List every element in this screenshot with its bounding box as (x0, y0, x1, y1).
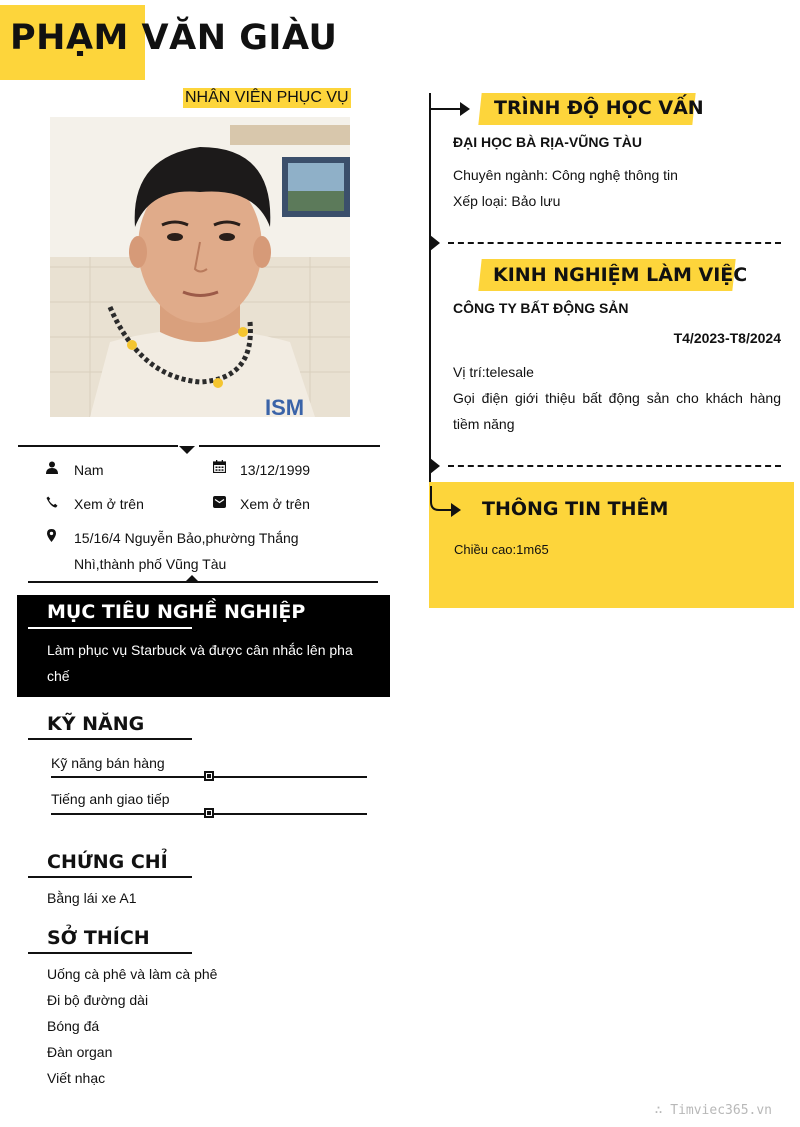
candidate-name: PHẠM VĂN GIÀU (10, 18, 338, 58)
experience-position: Vị trí:telesale (453, 364, 534, 380)
hobby-item: Uống cà phê và làm cà phê (47, 966, 218, 982)
skills-title: KỸ NĂNG (47, 713, 145, 735)
extra-info-title: THÔNG TIN THÊM (482, 498, 669, 520)
address-line1: 15/16/4 Nguyễn Bảo,phường Thắng (74, 530, 299, 546)
hobby-item: Viết nhạc (47, 1070, 106, 1086)
hobbies-title: SỞ THÍCH (47, 927, 150, 949)
section-divider (448, 465, 781, 467)
skills-underline (28, 738, 192, 740)
hobbies-underline (28, 952, 192, 954)
timeline-marker (430, 235, 440, 256)
experience-company: CÔNG TY BẤT ĐỘNG SẢN (453, 300, 629, 316)
section-divider (448, 242, 781, 244)
objective-text (47, 637, 377, 689)
divider-arrow-down (179, 446, 195, 454)
user-icon (46, 461, 60, 475)
birthday-value: 13/12/1999 (240, 462, 311, 478)
education-grade: Xếp loại: Bảo lưu (453, 193, 561, 209)
calendar-icon (213, 460, 227, 474)
objective-line2: chế (47, 668, 70, 684)
timeline-marker (430, 458, 440, 479)
phone-value: Xem ở trên (74, 496, 144, 512)
address-line2: Nhì,thành phố Vũng Tàu (74, 556, 227, 572)
experience-period: T4/2023-T8/2024 (673, 330, 781, 346)
skill-bar (51, 813, 367, 815)
timeline-line (429, 93, 431, 486)
skill-level-marker (204, 771, 214, 781)
phone-icon (46, 495, 60, 509)
map-marker-icon (47, 529, 61, 543)
skill-level-marker (204, 808, 214, 818)
experience-title: KINH NGHIỆM LÀM VIỆC (493, 264, 748, 286)
gender-value: Nam (74, 462, 104, 478)
extra-info-text: Chiều cao:1m65 (454, 542, 549, 557)
info-divider-top-right (199, 445, 380, 447)
watermark-text: Timviec365.vn (670, 1103, 772, 1118)
arrow-right-icon (430, 100, 472, 123)
skill-name: Kỹ năng bán hàng (51, 755, 165, 771)
info-divider-top-left (18, 445, 178, 447)
envelope-icon (213, 495, 227, 509)
info-divider-bottom (28, 581, 378, 583)
logo-dots-icon: ∴ (654, 1103, 671, 1118)
hobby-item: Bóng đá (47, 1018, 100, 1034)
education-major: Chuyên ngành: Công nghệ thông tin (453, 167, 678, 183)
objective-title: MỤC TIÊU NGHỀ NGHIỆP (47, 601, 306, 623)
objective-line1: Làm phục vụ Starbuck và được cân nhắc lên pha (47, 642, 353, 658)
education-school: ĐẠI HỌC BÀ RỊA-VŨNG TÀU (453, 134, 642, 150)
email-value: Xem ở trên (240, 496, 310, 512)
experience-desc-line1: Gọi điện giới thiệu bất động sản cho khách hàng (453, 390, 781, 406)
education-title: TRÌNH ĐỘ HỌC VẤN (494, 97, 704, 119)
hobby-item: Đàn organ (47, 1044, 113, 1060)
arrow-right-icon (429, 486, 463, 529)
skill-name: Tiếng anh giao tiếp (51, 791, 170, 807)
profile-photo (50, 117, 350, 417)
objective-underline (28, 627, 192, 629)
skill-bar (51, 776, 367, 778)
certificates-title: CHỨNG CHỈ (47, 851, 168, 873)
job-title: NHÂN VIÊN PHỤC VỤ (185, 89, 349, 106)
certificate-item: Bằng lái xe A1 (47, 890, 137, 906)
certificates-underline (28, 876, 192, 878)
watermark (655, 1103, 772, 1118)
svg-text:ISM: ISM (265, 395, 305, 417)
hobby-item: Đi bộ đường dài (47, 992, 149, 1008)
experience-desc-line2: tiềm năng (453, 416, 515, 432)
